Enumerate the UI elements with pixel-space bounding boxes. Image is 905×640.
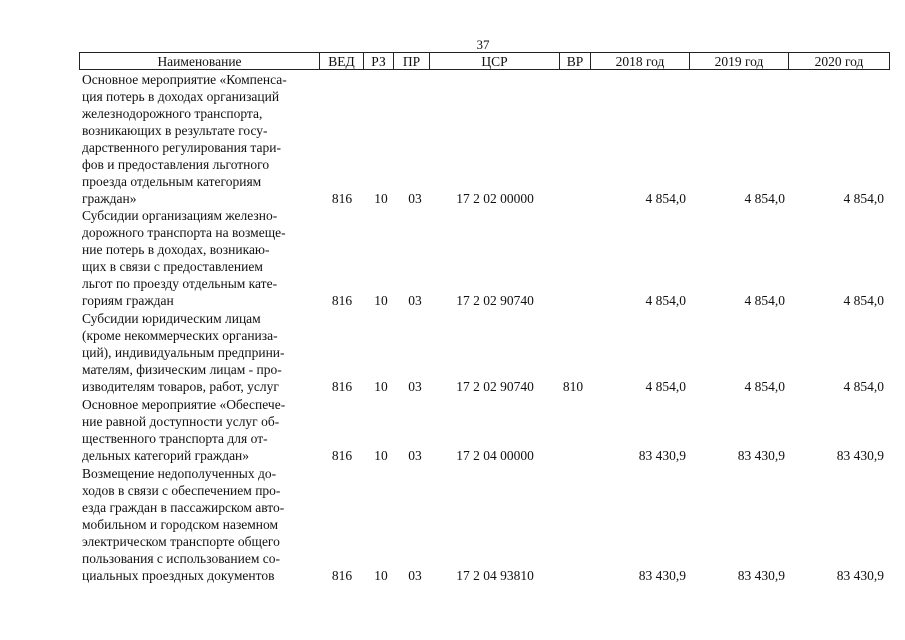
row-2020: 83 430,9: [836, 448, 884, 463]
row-2019: 4 854,0: [744, 191, 785, 206]
row-pr: 03: [408, 293, 422, 308]
header-2020: 2020 год: [788, 53, 890, 69]
row-name: Основное мероприятие «Обеспече- ние равной доступности услуг об- щественного транспорта для от- дельных категорий граждан»: [82, 397, 286, 463]
row-pr: 03: [408, 448, 422, 463]
row-rz: 10: [374, 568, 388, 583]
row-2019: 4 854,0: [744, 293, 785, 308]
row-csr: 17 2 04 93810: [456, 568, 534, 583]
row-name: Субсидии организациям железно- дорожного транспорта на возмеще- ние потерь в доходах, возникаю- щих в связи с предоставлением льгот по проезду отдельным кате- гориям граждан: [82, 208, 286, 308]
row-rz: 10: [374, 379, 388, 394]
row-2018: 83 430,9: [638, 568, 686, 583]
row-ved: 816: [331, 191, 353, 206]
row-ved: 816: [331, 448, 353, 463]
row-ved: 816: [331, 568, 353, 583]
row-2018: 4 854,0: [645, 379, 686, 394]
header-vr: ВР: [559, 53, 590, 69]
row-2020: 4 854,0: [843, 293, 884, 308]
row-pr: 03: [408, 191, 422, 206]
page-number: 37: [476, 37, 490, 52]
row-rz: 10: [374, 293, 388, 308]
row-ved: 816: [331, 379, 353, 394]
row-pr: 03: [408, 379, 422, 394]
header-2018: 2018 год: [590, 53, 689, 69]
row-csr: 17 2 02 90740: [456, 379, 534, 394]
row-2018: 83 430,9: [638, 448, 686, 463]
row-csr: 17 2 04 00000: [456, 448, 534, 463]
header-csr: ЦСР: [429, 53, 559, 69]
row-2018: 4 854,0: [645, 191, 686, 206]
row-ved: 816: [331, 293, 353, 308]
row-pr: 03: [408, 568, 422, 583]
row-name: Основное мероприятие «Компенса- ция потерь в доходах организаций железнодорожного транспорта, возникающих в результате госу- дарственного регулирования тари- фов и предоставления льготного проезда отдельным категориям граждан»: [82, 72, 287, 206]
row-rz: 10: [374, 191, 388, 206]
row-2019: 83 430,9: [737, 448, 785, 463]
row-csr: 17 2 02 90740: [456, 293, 534, 308]
header-rz: РЗ: [363, 53, 393, 69]
row-csr: 17 2 02 00000: [456, 191, 534, 206]
row-name: Возмещение недополученных до- ходов в связи с обеспечением про- езда граждан в пассажирском авто- мобильном и городском наземном электрическом транспорте общего пользования с использованием со- циальных проездных документов: [82, 466, 285, 583]
row-2020: 83 430,9: [836, 568, 884, 583]
row-name: Субсидии юридическим лицам (кроме некоммерческих организа- ций), индивидуальным предприни- мателям, физическим лицам - про- изводителям товаров, работ, услуг: [82, 311, 285, 394]
row-2019: 4 854,0: [744, 379, 785, 394]
row-2020: 4 854,0: [843, 191, 884, 206]
row-2020: 4 854,0: [843, 379, 884, 394]
header-2019: 2019 год: [689, 53, 788, 69]
row-vr: 810: [562, 379, 584, 394]
header-ved: ВЕД: [319, 53, 363, 69]
row-2019: 83 430,9: [737, 568, 785, 583]
row-2018: 4 854,0: [645, 293, 686, 308]
header-name: Наименование: [79, 53, 319, 69]
row-rz: 10: [374, 448, 388, 463]
header-pr: ПР: [393, 53, 429, 69]
